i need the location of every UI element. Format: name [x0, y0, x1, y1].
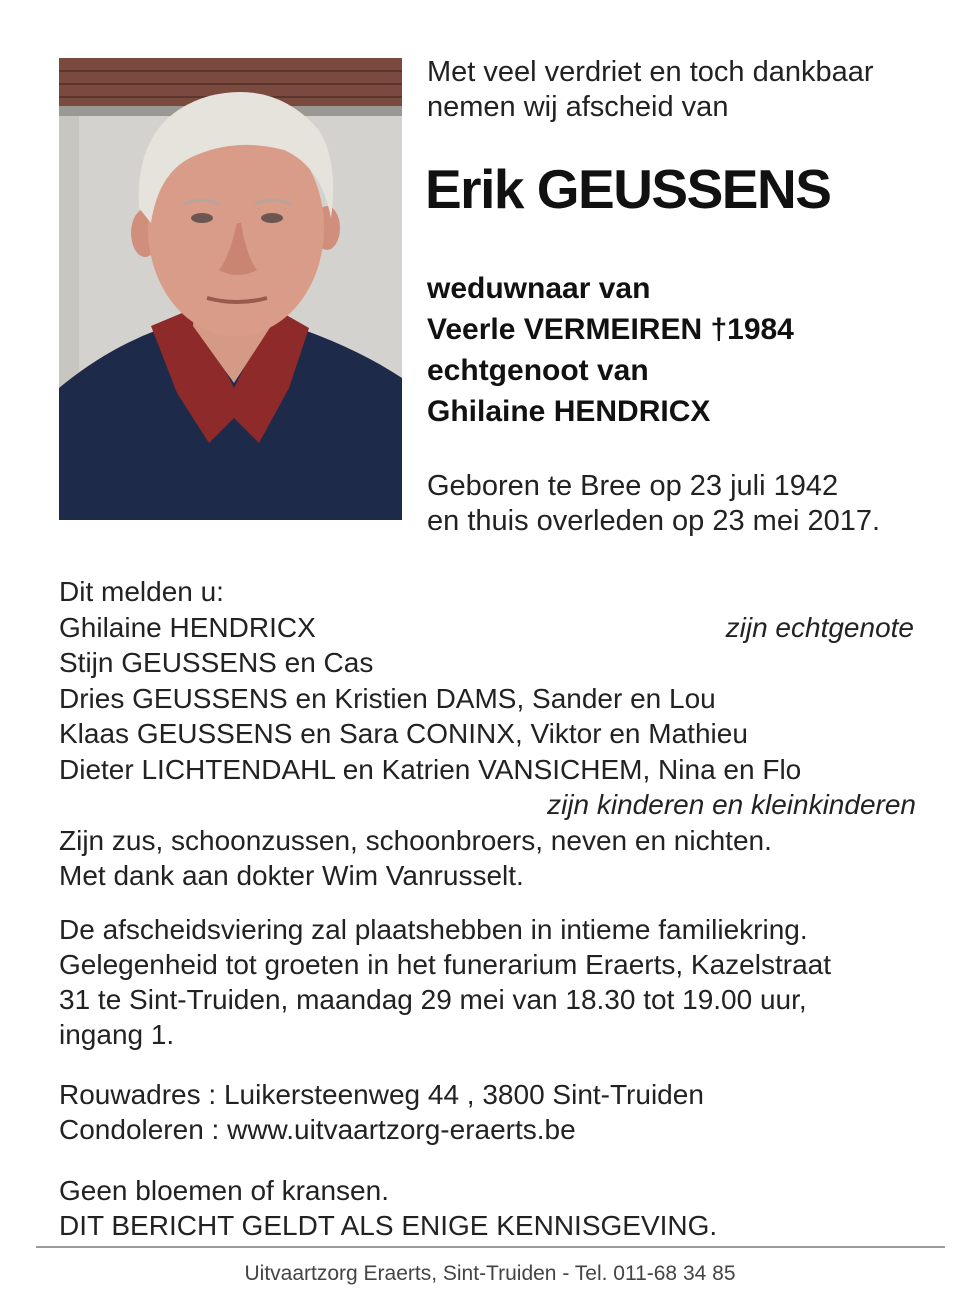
closing-line: Geen bloemen of kransen.	[59, 1175, 389, 1206]
other-row: Met dank aan dokter Wim Vanrusselt.	[59, 860, 524, 891]
announcement-heading: Dit melden u:	[59, 576, 224, 607]
relation-line: Ghilaine HENDRICX	[427, 395, 711, 428]
spouse-row	[59, 610, 919, 646]
child-row: Stijn GEUSSENS en Cas	[59, 647, 374, 678]
birth-death-block	[427, 469, 967, 539]
address-block	[59, 1077, 939, 1147]
child-row: Dries GEUSSENS en Kristien DAMS, Sander en Lou	[59, 682, 716, 714]
ceremony-line: 31 te Sint-Truiden, maandag 29 mei van 18.30 tot 19.00 uur,	[59, 984, 807, 1015]
intro-line: nemen wij afscheid van	[427, 91, 729, 123]
relation-line: weduwnaar van	[427, 272, 651, 305]
footer-text: Uitvaartzorg Eraerts, Sint-Truiden - Tel. 011-68 34 85	[244, 1262, 736, 1285]
intro-line: Met veel verdriet en toch dankbaar	[427, 56, 874, 88]
deceased-name: Erik GEUSSENS	[425, 158, 831, 220]
death-line: en thuis overleden op 23 mei 2017.	[427, 505, 881, 537]
ceremony-line: ingang 1.	[59, 1019, 175, 1050]
mourning-address: Rouwadres : Luikersteenweg 44 , 3800 Sint-Truiden	[59, 1079, 704, 1110]
condolence-link[interactable]: Condoleren : www.uitvaartzorg-eraerts.be	[59, 1114, 576, 1145]
birth-line: Geboren te Bree op 23 juli 1942	[427, 470, 839, 502]
relation-line: echtgenoot van	[427, 354, 649, 387]
child-row: Klaas GEUSSENS en Sara CONINX, Viktor en Mathieu	[59, 718, 748, 749]
divider	[36, 1246, 945, 1248]
relations-block	[427, 268, 967, 432]
ceremony-block	[59, 912, 939, 1052]
closing-block	[59, 1173, 939, 1243]
ceremony-line: De afscheidsviering zal plaatshebben in intieme familiekring.	[59, 914, 808, 945]
spouse-role: zijn echtgenote	[725, 611, 914, 643]
intro-text	[427, 55, 947, 125]
children-role: zijn kinderen en kleinkinderen	[547, 789, 916, 820]
announcement-block	[59, 574, 919, 894]
child-row: Dieter LICHTENDAHL en Katrien VANSICHEM, Nina en Flo	[59, 753, 802, 785]
portrait-photo	[59, 58, 402, 520]
other-row: Zijn zus, schoonzussen, schoonbroers, neven en nichten.	[59, 824, 772, 856]
spouse-name: Ghilaine HENDRICX	[59, 611, 316, 643]
ceremony-line: Gelegenheid tot groeten in het funerarium Eraerts, Kazelstraat	[59, 949, 831, 980]
relation-line: Veerle VERMEIREN †1984	[427, 313, 794, 346]
closing-line: DIT BERICHT GELDT ALS ENIGE KENNISGEVING.	[59, 1210, 718, 1241]
